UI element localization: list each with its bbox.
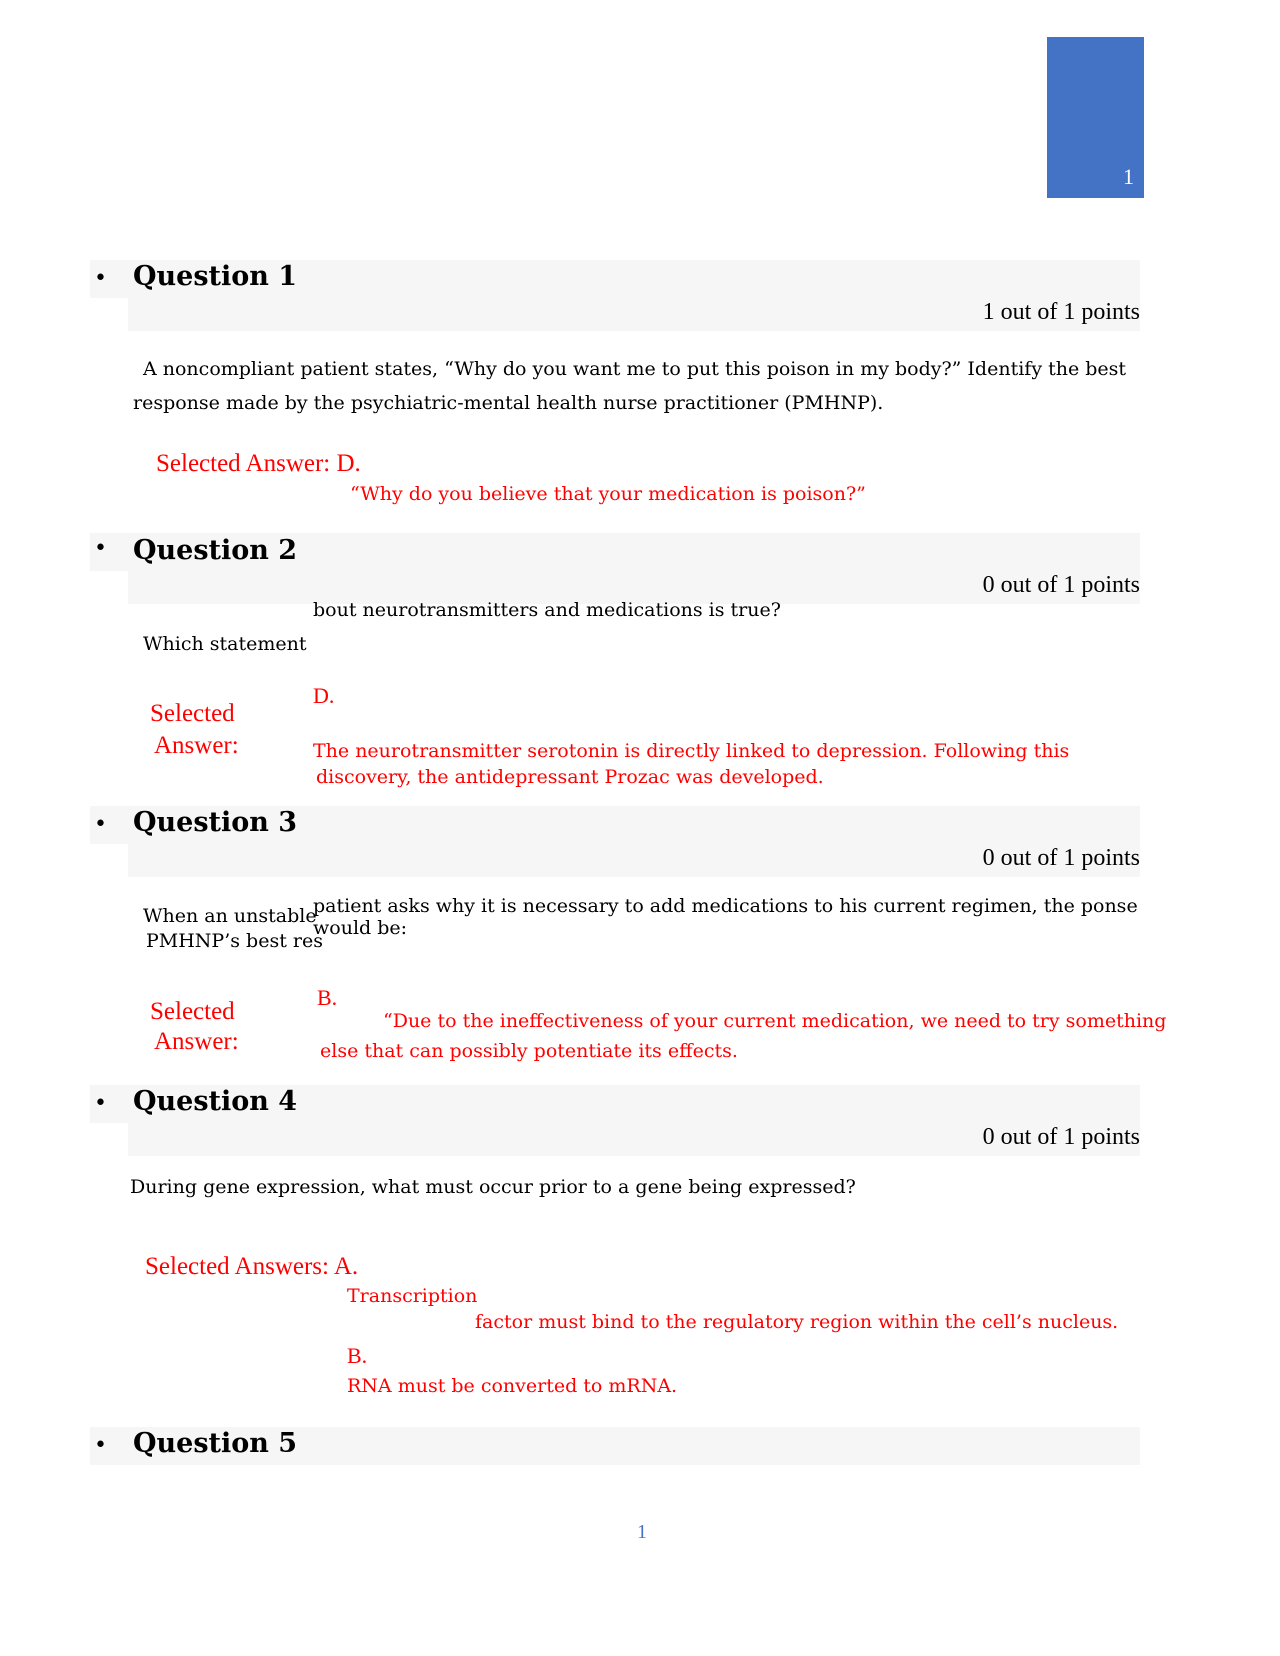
header-page-number: 1 — [1123, 164, 1134, 189]
question-1-text-line2: response made by the psychiatric-mental health nurse practitioner (PMHNP). — [133, 392, 884, 414]
question-3-selected-label-1: Selected — [150, 998, 235, 1025]
footer-page-number: 1 — [637, 1521, 647, 1543]
question-1-answer: “Why do you believe that your medication is poison?” — [350, 483, 866, 505]
question-3-bullet: • — [90, 806, 128, 844]
question-2-letter: D. — [313, 683, 335, 708]
question-3-answer-line2: else that can possibly potentiate its effects. — [320, 1040, 738, 1062]
question-3-points: 0 out of 1 points — [982, 845, 1140, 871]
question-5-bullet: • — [90, 1427, 128, 1465]
question-4-answer-a-line1: Transcription — [347, 1285, 478, 1307]
question-4-selected-answers-label: Selected Answers: A. — [145, 1253, 359, 1280]
question-1-points: 1 out of 1 points — [982, 299, 1140, 325]
question-3-text-part-a1: When an unstable — [143, 905, 317, 927]
question-2-answer-line2: discovery, the antidepressant Prozac was developed. — [316, 766, 824, 788]
question-4-answer-b: RNA must be converted to mRNA. — [347, 1375, 678, 1397]
question-3-letter: B. — [317, 985, 338, 1010]
question-2-title: Question 2 — [133, 535, 298, 566]
page-number-tab — [1047, 37, 1144, 198]
question-2-answer-line1: The neurotransmitter serotonin is directly linked to depression. Following this — [313, 740, 1070, 762]
question-1-title: Question 1 — [133, 261, 298, 292]
question-3-text-part-b2: would be: — [313, 917, 408, 939]
question-2-selected-label-2: Answer: — [154, 732, 239, 759]
question-1-bullet: • — [90, 260, 128, 298]
question-1-selected-answer-label: Selected Answer: D. — [156, 450, 361, 477]
question-2-text-part-a: Which statement — [143, 633, 307, 655]
question-2-bullet: • — [90, 533, 128, 571]
question-4-answer-a-line2: factor must bind to the regulatory region within the cell’s nucleus. — [475, 1311, 1119, 1333]
question-3-answer-line1: “Due to the ineffectiveness of your current medication, we need to try something — [383, 1010, 1167, 1032]
question-2-selected-label-1: Selected — [150, 700, 235, 727]
question-3-text-part-b1: patient asks why it is necessary to add medications to his current regimen, the ponse — [313, 895, 1138, 917]
question-3-title: Question 3 — [133, 807, 298, 838]
question-3-selected-label-2: Answer: — [154, 1028, 239, 1055]
question-4-letter-b: B. — [347, 1343, 368, 1368]
question-5-title: Question 5 — [133, 1428, 298, 1459]
question-4-points: 0 out of 1 points — [982, 1124, 1140, 1150]
question-3-text-part-a2: PMHNP’s best res — [146, 930, 323, 952]
question-1-text-line1: A noncompliant patient states, “Why do you want me to put this poison in my body?” Identify the best — [143, 358, 1127, 380]
question-2-text-part-b: bout neurotransmitters and medications is true? — [313, 599, 781, 621]
question-4-title: Question 4 — [133, 1086, 298, 1117]
question-2-points: 0 out of 1 points — [982, 572, 1140, 598]
question-4-bullet: • — [90, 1085, 128, 1123]
question-4-text: During gene expression, what must occur prior to a gene being expressed? — [130, 1176, 856, 1198]
